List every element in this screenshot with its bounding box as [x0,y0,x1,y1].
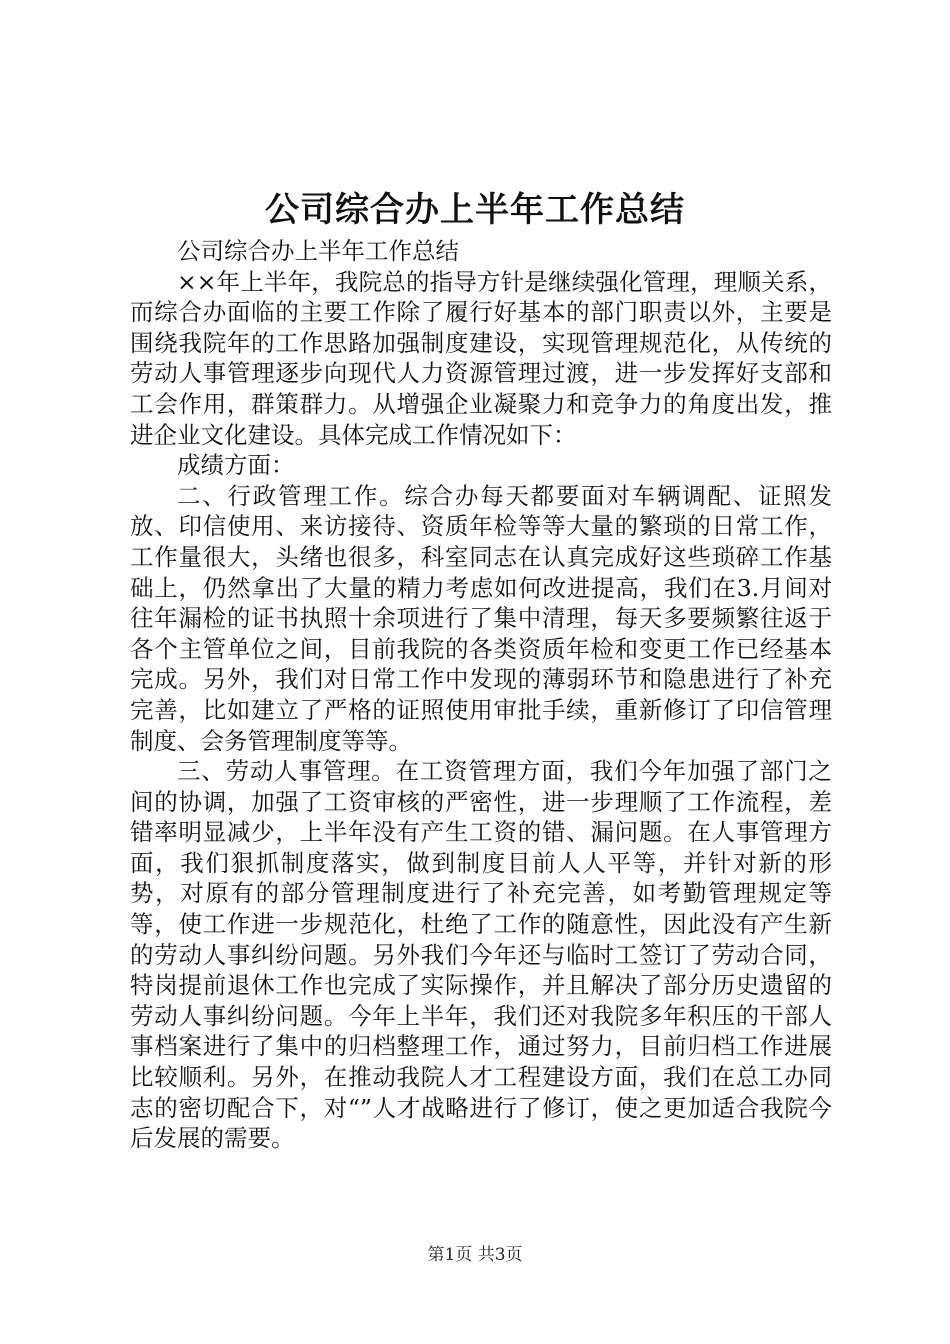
paragraph-personnel: 三、劳动人事管理。在工资管理方面，我们今年加强了部门之间的协调，加强了工资审核的严密性，进一步理顺了工作流程，差错率明显减少，上半年没有产生工资的错、漏问题。在人事管理方面，我们狠抓制度落实，做到制度目前人人平等，并针对新的形势，对原有的部分管理制度进行了补充完善，如考勤管理规定等等，使工作进一步规范化，杜绝了工作的随意性，因此没有产生新的劳动人事纠纷问题。另外我们今年还与临时工签订了劳动合同，特岗提前退休工作也完成了实际操作，并且解决了部分历史遗留的劳动人事纠纷问题。今年上半年，我们还对我院多年积压的干部人事档案进行了集中的归档整理工作，通过努力，目前归档工作进展比较顺利。另外，在推动我院人才工程建设方面，我们在总工办同志的密切配合下，对“”人才战略进行了修订，使之更加适合我院今后发展的需要。 [130,757,832,1153]
document-body [130,236,832,1154]
document-title: 公司综合办上半年工作总结 [265,190,685,230]
paragraph-administration: 二、行政管理工作。综合办每天都要面对车辆调配、证照发放、印信使用、来访接待、资质年检等等大量的繁琐的日常工作，工作量很大，头绪也很多，科室同志在认真完成好这些琐碎工作基础上，仍然拿出了大量的精力考虑如何改进提高，我们在3.月间对往年漏检的证书执照十余项进行了集中清理，每天多要频繁往返于各个主管单位之间，目前我院的各类资质年检和变更工作已经基本完成。另外，我们对日常工作中发现的薄弱环节和隐患进行了补充完善，比如建立了严格的证照使用审批手续，重新修订了印信管理制度、会务管理制度等等。 [130,481,832,755]
paragraph-intro: ××年上半年，我院总的指导方针是继续强化管理，理顺关系，而综合办面临的主要工作除了履行好基本的部门职责以外，主要是围绕我院年的工作思路加强制度建设，实现管理规范化，从传统的劳动人事管理逐步向现代人力资源管理过渡，进一步发挥好支部和工会作用，群策群力。从增强企业凝聚力和竞争力的角度出发，推进企业文化建设。具体完成工作情况如下： [130,267,832,449]
paragraph-subtitle: 公司综合办上半年工作总结 [177,237,459,265]
paragraph-achievements-heading: 成绩方面： [177,451,295,480]
page-number-footer: 第1页 共3页 [427,1245,523,1265]
